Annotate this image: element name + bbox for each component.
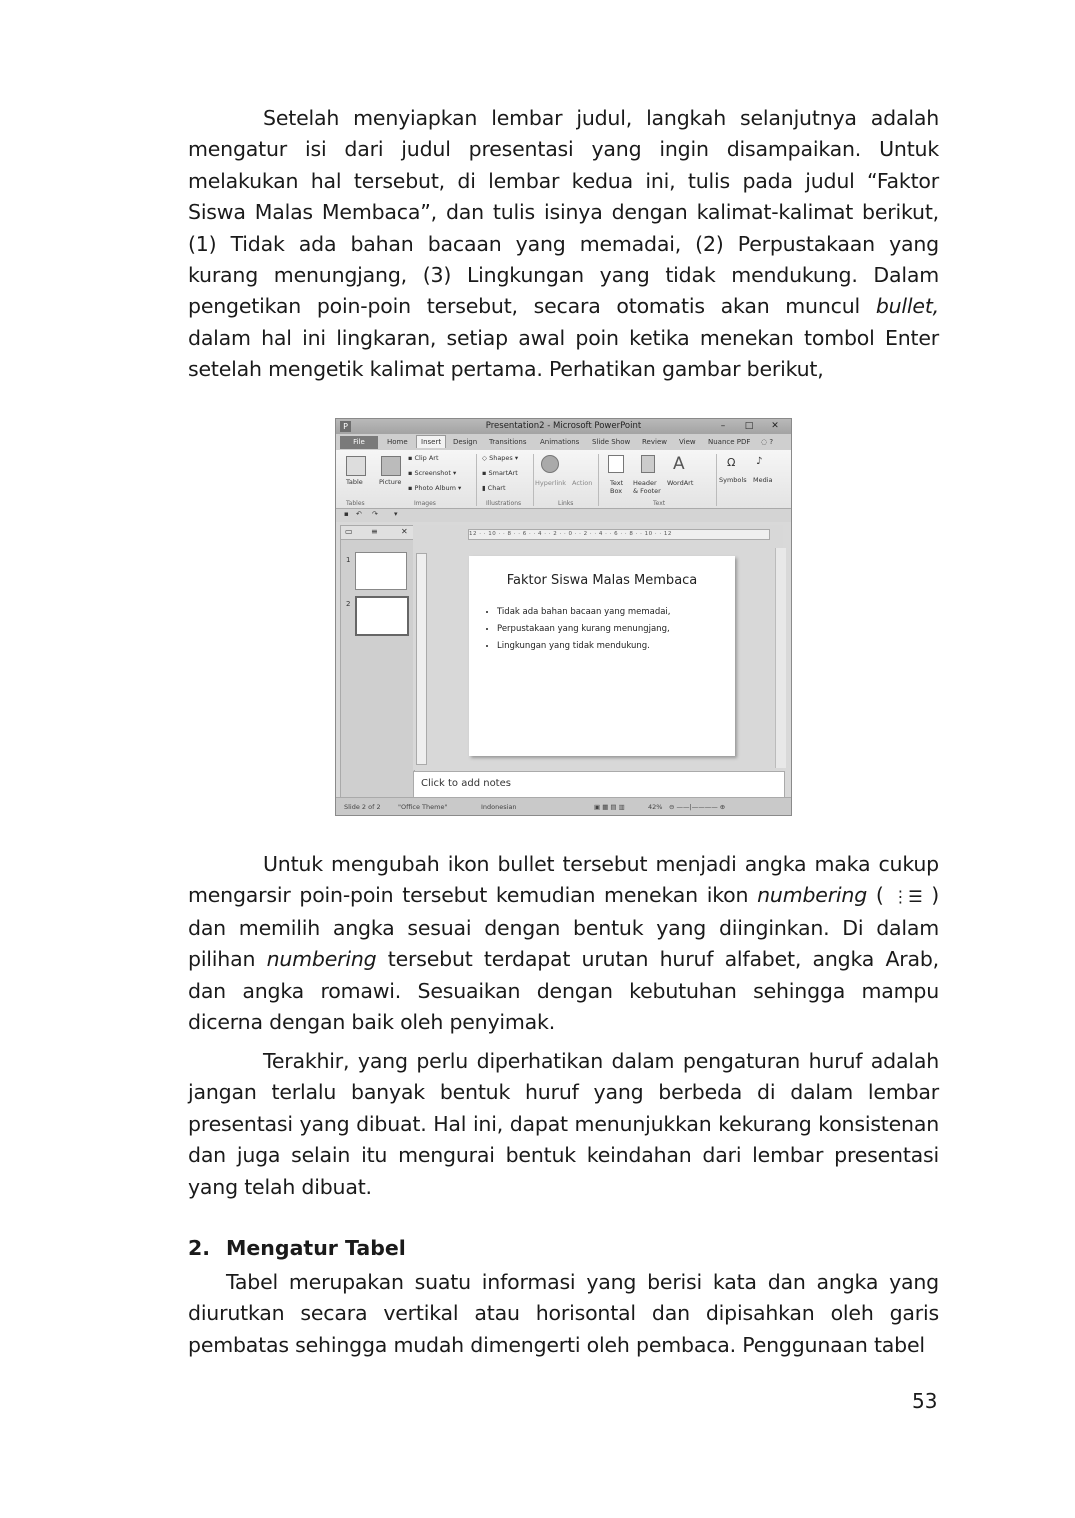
tab-animations[interactable]: Animations bbox=[540, 438, 580, 446]
clip-art-label: Clip Art bbox=[414, 454, 439, 462]
smartart-label: SmartArt bbox=[488, 469, 518, 477]
tab-file[interactable]: File bbox=[340, 436, 378, 449]
slide-canvas[interactable] bbox=[469, 556, 735, 756]
theme-name: "Office Theme" bbox=[398, 803, 448, 811]
italic-bullet: bullet, bbox=[875, 294, 939, 319]
maximize-icon[interactable]: □ bbox=[744, 421, 754, 431]
thumb-number: 2 bbox=[346, 600, 351, 608]
media-button[interactable]: Media bbox=[753, 476, 773, 484]
paragraph-1-end: dalam hal ini lingkaran, setiap awal poin ketika menekan tombol Enter setelah mengetik kalimat pertama. Perhatikan gambar berikut, bbox=[188, 325, 939, 382]
window-titlebar bbox=[336, 419, 791, 434]
slide-thumbnail-1[interactable] bbox=[355, 552, 407, 590]
paragraph-2-text-c: tersebut terdapat urutan huruf alfabet, angka Arab, dan angka romawi. Sesuaikan dengan kebutuhan sehingga mampu dicerna dengan baik oleh penyimak. bbox=[188, 947, 939, 1035]
status-bar bbox=[336, 797, 791, 816]
chart-button[interactable]: ▮ Chart bbox=[482, 484, 506, 492]
tab-design[interactable]: Design bbox=[453, 438, 478, 446]
header-footer-icon[interactable] bbox=[641, 455, 655, 473]
numbering-icon: ⋮☰ bbox=[892, 887, 923, 907]
paragraph-1-text: Setelah menyiapkan lembar judul, langkah selanjutnya adalah mengatur isi dari judul presentasi yang ingin disampaikan. Untuk melakukan hal tersebut, di lembar kedua ini, tulis pada judul “Faktor Siswa Malas Membaca”, dan tulis isinya dengan kalimat-kalimat berikut, (1) Tidak ada bahan bacaan yang memadai, (2) Perpustakaan yang kurang menungjang, (3) Lingkungan yang tidak mendukung. Dalam pengetikan poin-poin tersebut, secara otomatis akan muncul bbox=[188, 106, 939, 319]
group-tables-label: Tables bbox=[346, 500, 365, 507]
picture-icon[interactable] bbox=[381, 456, 401, 476]
window-title: Presentation2 - Microsoft PowerPoint bbox=[485, 421, 642, 431]
text-box-icon[interactable] bbox=[608, 455, 624, 473]
group-links-label: Links bbox=[558, 500, 574, 507]
paragraph-2-text-b: dan memilih angka sesuai dengan bentuk yang diinginkan. Di dalam pilihan bbox=[188, 915, 939, 972]
wordart-button[interactable]: WordArt bbox=[667, 479, 694, 487]
save-icon[interactable]: ▪ bbox=[344, 510, 349, 518]
paragraph-2: Untuk mengubah ikon bullet tersebut menjadi angka maka cukup mengarsir poin-poin tersebut kemudian menekan ikon numbering ( ⋮☰ ) dan memilih angka sesuai dengan bentuk yang diinginkan. Di dalam pilihan numbering tersebut terdapat urutan huruf alfabet, angka Arab, dan angka romawi. Sesuaikan dengan kebutuhan sehingga mampu dicerna dengan baik oleh penyimak. bbox=[188, 852, 939, 1035]
smartart-button[interactable]: ▪ SmartArt bbox=[482, 469, 518, 477]
horizontal-ruler: 12 · · 10 · · 8 · · 6 · · 4 · · 2 · · 0 · · 2 · · 4 · · 6 · · 8 · · 10 · · 12 bbox=[468, 529, 770, 540]
italic-numbering: numbering bbox=[757, 883, 868, 908]
group-illustrations-label: Illustrations bbox=[486, 500, 522, 507]
shapes-label: Shapes bbox=[489, 454, 513, 462]
view-buttons[interactable]: ▣ ▦ ▤ ▥ bbox=[594, 803, 625, 811]
heading-number: 2. bbox=[188, 1236, 211, 1260]
slide-bullet-list[interactable] bbox=[483, 604, 671, 655]
slide-thumbnail-pane bbox=[340, 525, 415, 799]
chart-label: Chart bbox=[487, 484, 506, 492]
photo-album-label: Photo Album bbox=[414, 484, 456, 492]
picture-button[interactable]: Picture bbox=[379, 478, 402, 486]
symbols-icon[interactable]: Ω bbox=[727, 456, 736, 469]
divider bbox=[476, 454, 477, 506]
tab-home[interactable]: Home bbox=[387, 438, 408, 446]
close-pane-icon[interactable]: ✕ bbox=[401, 527, 408, 536]
screenshot-label: Screenshot bbox=[414, 469, 451, 477]
heading-text: Mengatur Tabel bbox=[226, 1236, 406, 1260]
vertical-scrollbar[interactable] bbox=[775, 548, 786, 768]
clip-art-button[interactable]: ▪ Clip Art bbox=[408, 454, 439, 462]
powerpoint-icon: P bbox=[340, 421, 351, 432]
hyperlink-button[interactable]: Hyperlink bbox=[535, 479, 567, 487]
undo-icon[interactable]: ↶ bbox=[356, 510, 362, 518]
group-images-label: Images bbox=[414, 500, 436, 507]
slide-title[interactable]: Faktor Siswa Malas Membaca bbox=[506, 573, 698, 588]
quick-access-toolbar bbox=[336, 509, 791, 522]
outline-tab-icon[interactable]: ≡ bbox=[371, 527, 378, 536]
wordart-icon[interactable]: A bbox=[673, 454, 685, 474]
paragraph-2-text: Untuk mengubah ikon bullet tersebut menjadi angka maka cukup mengarsir poin-poin tersebut kemudian menekan ikon bbox=[188, 852, 939, 908]
table-button[interactable]: Table bbox=[346, 478, 363, 486]
powerpoint-screenshot bbox=[335, 418, 792, 816]
paragraph-4: Tabel merupakan suatu informasi yang berisi kata dan angka yang diurutkan secara vertikal atau horisontal dan dipisahkan oleh garis pembatas sehingga mudah dimengerti oleh pembaca. Penggunaan tabel bbox=[188, 1270, 939, 1357]
customize-icon[interactable]: ▾ bbox=[394, 510, 398, 518]
hyperlink-icon[interactable] bbox=[541, 455, 559, 473]
language-indicator[interactable]: Indonesian bbox=[481, 803, 517, 811]
bullet-item: • Lingkungan yang tidak mendukung. bbox=[497, 638, 671, 655]
bullet-item: • Tidak ada bahan bacaan yang memadai, bbox=[497, 604, 671, 621]
thumb-number: 1 bbox=[346, 556, 351, 564]
notes-pane[interactable] bbox=[413, 771, 785, 799]
pane-tabs bbox=[341, 526, 414, 540]
slides-tab-icon[interactable]: ▭ bbox=[345, 527, 353, 536]
table-icon[interactable] bbox=[346, 456, 366, 476]
divider bbox=[598, 454, 599, 506]
header-footer-button[interactable]: Header & Footer bbox=[633, 479, 661, 495]
redo-icon[interactable]: ↷ bbox=[372, 510, 378, 518]
divider bbox=[716, 454, 717, 506]
tab-transitions[interactable]: Transitions bbox=[489, 438, 527, 446]
tab-view[interactable]: View bbox=[679, 438, 696, 446]
ribbon-tabs bbox=[336, 434, 791, 450]
tab-nuance-pdf[interactable]: Nuance PDF bbox=[708, 438, 751, 446]
section-heading bbox=[188, 1236, 406, 1260]
action-button[interactable]: Action bbox=[572, 479, 593, 487]
tab-review[interactable]: Review bbox=[642, 438, 667, 446]
slide-thumbnail-2[interactable] bbox=[355, 596, 409, 636]
paragraph-1 bbox=[188, 103, 939, 386]
page-number: 53 bbox=[912, 1389, 938, 1413]
symbols-button[interactable]: Symbols bbox=[719, 476, 747, 484]
text-box-button[interactable]: Text Box bbox=[610, 479, 624, 495]
help-icon[interactable]: ◌ ? bbox=[761, 438, 774, 446]
ribbon bbox=[336, 450, 791, 509]
vertical-ruler bbox=[416, 553, 427, 765]
photo-album-button[interactable]: ▪ Photo Album ▾ bbox=[408, 484, 462, 492]
tab-slide-show[interactable]: Slide Show bbox=[592, 438, 631, 446]
zoom-level[interactable]: 42% bbox=[648, 803, 663, 811]
notes-placeholder: Click to add notes bbox=[421, 778, 511, 789]
bullet-item: • Perpustakaan yang kurang menungjang, bbox=[497, 621, 671, 638]
italic-numbering-2: numbering bbox=[266, 947, 377, 972]
slide-counter: Slide 2 of 2 bbox=[344, 803, 381, 811]
group-text-label: Text bbox=[653, 500, 666, 507]
screenshot-button[interactable]: ▪ Screenshot ▾ bbox=[408, 469, 457, 477]
minimize-icon[interactable]: – bbox=[720, 421, 726, 431]
paragraph-3: Terakhir, yang perlu diperhatikan dalam pengaturan huruf adalah jangan terlalu banyak bentuk huruf yang berbeda di dalam lembar presentasi yang dibuat. Hal ini, dapat menunjukkan kekurang konsistenan dan juga selain itu mengurai bentuk keindahan dari lembar presentasi yang telah dibuat. bbox=[188, 1049, 939, 1199]
zoom-slider[interactable]: ⊖ ——|———— ⊕ bbox=[669, 803, 726, 811]
divider bbox=[533, 454, 534, 506]
slide-edit-area bbox=[413, 525, 783, 770]
shapes-button[interactable]: ◇ Shapes ▾ bbox=[482, 454, 519, 462]
close-icon[interactable]: ✕ bbox=[771, 421, 779, 431]
tab-insert[interactable]: Insert bbox=[416, 435, 446, 448]
media-icon[interactable]: ♪ bbox=[756, 456, 763, 467]
